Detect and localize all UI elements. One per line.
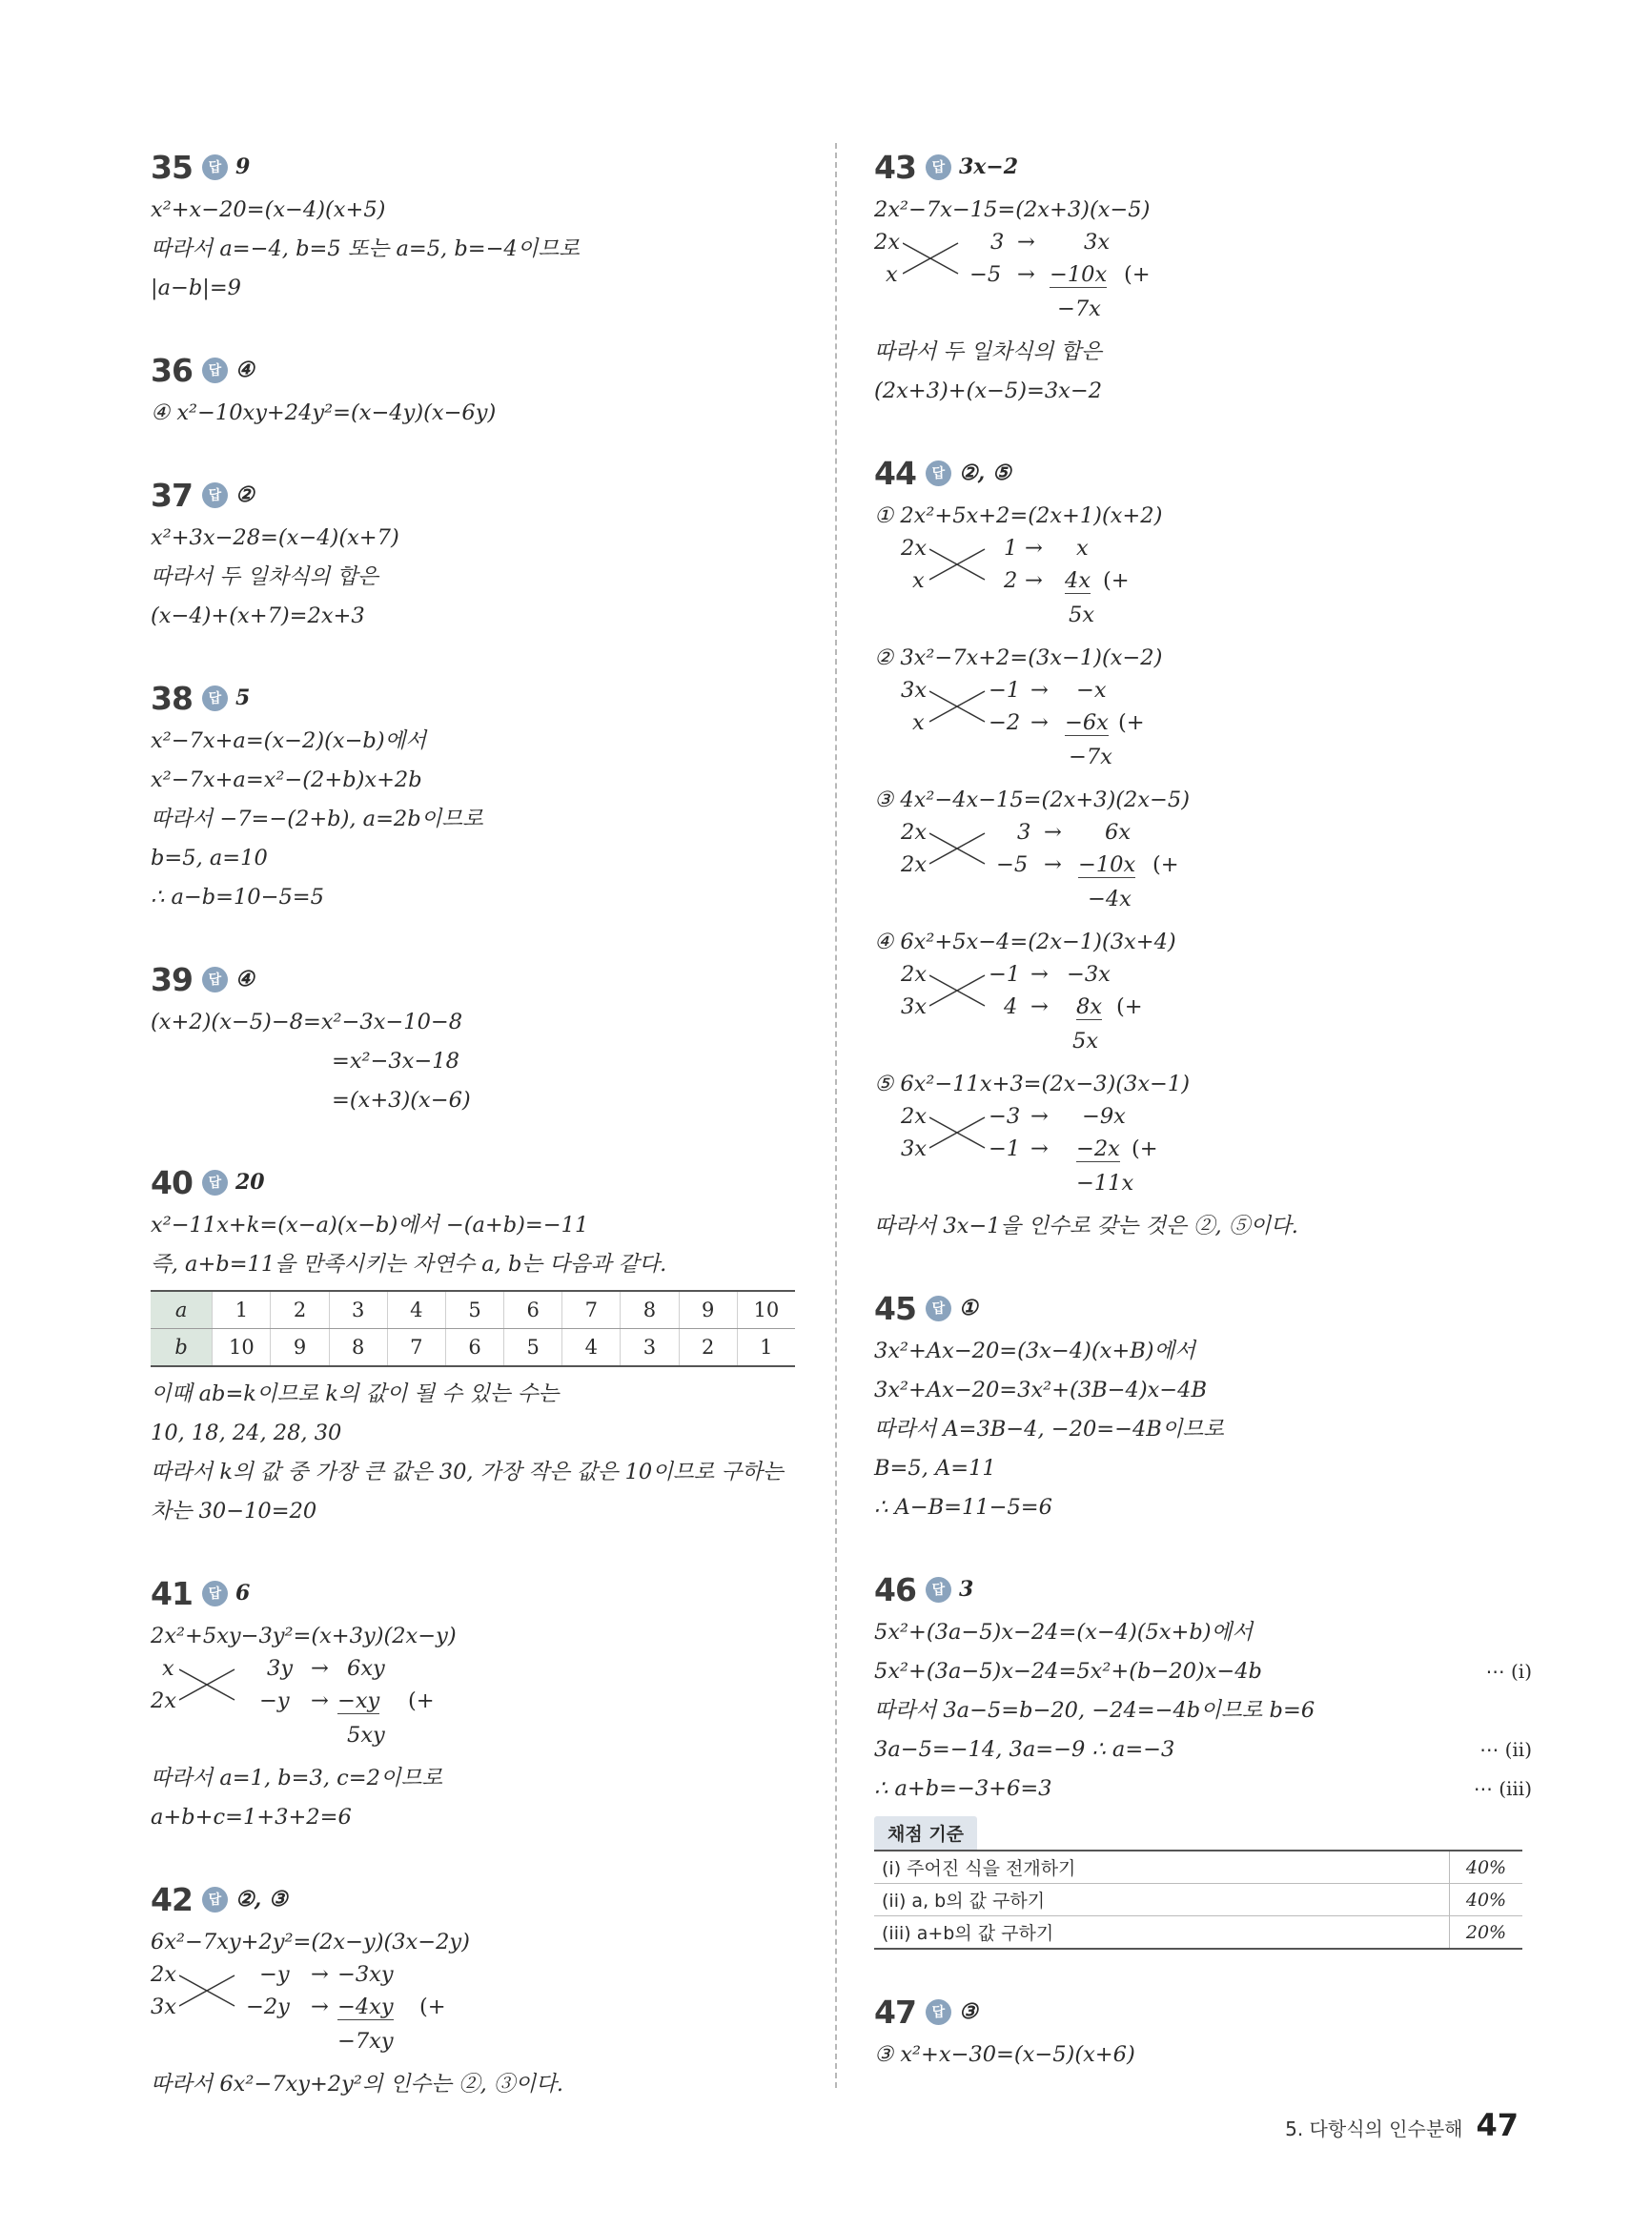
cross-product: x bbox=[1076, 536, 1089, 561]
cross-product: −10x bbox=[1050, 262, 1108, 287]
cross-multiplication bbox=[151, 1962, 799, 2065]
cross-coef: 2x bbox=[151, 1962, 177, 1987]
answer: ②, ③ bbox=[235, 1887, 288, 1912]
solution-line: 따라서 3a−5=b−20, −24=−4b이므로 b=6 bbox=[874, 1698, 1315, 1723]
answer: ② bbox=[235, 482, 255, 507]
cross-coef: x bbox=[912, 710, 925, 735]
table-header: b bbox=[151, 1329, 213, 1367]
solution-line: =(x+3)(x−6) bbox=[332, 1088, 471, 1113]
arrow-right-icon: → bbox=[1044, 820, 1062, 845]
cross-arrows-icon bbox=[929, 536, 987, 593]
arrow-right-icon: → bbox=[1025, 568, 1043, 593]
cross-product: 4x bbox=[1065, 568, 1091, 593]
table-cell: 9 bbox=[271, 1329, 329, 1367]
cross-arrows-icon bbox=[179, 1656, 236, 1713]
cross-arrows-icon bbox=[929, 820, 987, 877]
table-cell: 5 bbox=[445, 1291, 503, 1329]
problem-number: 45 bbox=[874, 1289, 916, 1327]
table-row bbox=[874, 1884, 1522, 1916]
cross-coef: 2x bbox=[901, 852, 928, 877]
problem-number: 36 bbox=[151, 351, 193, 389]
cross-coef: 2x bbox=[874, 230, 901, 255]
table-cell: 8 bbox=[621, 1291, 679, 1329]
problem-number: 38 bbox=[151, 679, 193, 717]
problem-36 bbox=[151, 346, 799, 433]
solution-line: ③ 4x²−4x−15=(2x+3)(2x−5) bbox=[874, 788, 1190, 812]
table-cell: 3 bbox=[621, 1329, 679, 1367]
cross-const: −2y bbox=[246, 1995, 290, 2019]
problem-41 bbox=[151, 1569, 799, 1837]
cross-product: −3xy bbox=[337, 1962, 394, 1987]
cross-arrows-icon bbox=[179, 1962, 236, 2019]
problem-number: 47 bbox=[874, 1993, 916, 2031]
arrow-right-icon: → bbox=[1030, 962, 1049, 987]
solution-line: (x−4)+(x+7)=2x+3 bbox=[151, 604, 365, 628]
cross-const: −1 bbox=[989, 1136, 1021, 1161]
answer-badge-icon: 답 bbox=[926, 1999, 951, 2025]
cross-multiplication bbox=[901, 820, 1532, 923]
solution-line: x²+3x−28=(x−4)(x+7) bbox=[151, 525, 399, 550]
solution-line: b=5, a=10 bbox=[151, 846, 268, 870]
cross-coef: 2x bbox=[901, 962, 928, 987]
solution-line: x²−11x+k=(x−a)(x−b)에서 −(a+b)=−11 bbox=[151, 1213, 589, 1238]
table-cell: 2 bbox=[271, 1291, 329, 1329]
cross-coef: 3x bbox=[901, 1136, 928, 1161]
problem-number: 40 bbox=[151, 1163, 193, 1201]
solution-line: 따라서 3x−1을 인수로 갖는 것은 ②, ⑤이다. bbox=[874, 1214, 1298, 1238]
cross-sum: 5xy bbox=[347, 1723, 385, 1748]
solution-line: ① 2x²+5x+2=(2x+1)(x+2) bbox=[874, 503, 1163, 528]
cross-product: 6x bbox=[1105, 820, 1132, 845]
solution-line: B=5, A=11 bbox=[874, 1456, 996, 1481]
arrow-right-icon: → bbox=[1030, 1136, 1049, 1161]
criteria-percent: 20% bbox=[1450, 1916, 1523, 1950]
cross-sum: −7x bbox=[1069, 745, 1112, 769]
solution-line: ⑤ 6x²−11x+3=(2x−3)(3x−1) bbox=[874, 1072, 1190, 1096]
arrow-right-icon: → bbox=[1025, 536, 1043, 561]
table-cell: 1 bbox=[737, 1329, 795, 1367]
cross-product: −10x bbox=[1078, 852, 1136, 877]
solution-line: ∴ A−B=11−5=6 bbox=[874, 1495, 1052, 1520]
problem-42 bbox=[151, 1875, 799, 2104]
solution-line: (x+2)(x−5)−8=x²−3x−10−8 bbox=[151, 1010, 463, 1034]
plus-mark: (+ bbox=[1116, 994, 1143, 1019]
criteria-text: (iii) a+b의 값 구하기 bbox=[874, 1916, 1450, 1950]
chapter-title: 5. 다항식의 인수분해 bbox=[1285, 2117, 1463, 2140]
cross-product: −2x bbox=[1076, 1136, 1120, 1161]
answer-badge-icon: 답 bbox=[926, 154, 951, 180]
table-cell: 10 bbox=[213, 1329, 271, 1367]
step-tag: ⋯ (ii) bbox=[1479, 1738, 1532, 1761]
step-tag: ⋯ (i) bbox=[1485, 1660, 1532, 1683]
table-cell: 4 bbox=[562, 1329, 621, 1367]
arrow-right-icon: → bbox=[311, 1656, 329, 1681]
solution-line: ∴ a−b=10−5=5 bbox=[151, 885, 324, 910]
answer-badge-icon: 답 bbox=[202, 685, 228, 711]
ab-table bbox=[151, 1290, 795, 1367]
solution-line: x²+x−20=(x−4)(x+5) bbox=[151, 197, 386, 222]
problem-number: 37 bbox=[151, 476, 193, 514]
solution-line: =x²−3x−18 bbox=[332, 1049, 459, 1074]
cross-coef: 3x bbox=[901, 994, 928, 1019]
cross-product: −3x bbox=[1067, 962, 1111, 987]
cross-coef: 2x bbox=[901, 1104, 928, 1129]
solution-line: 따라서 두 일차식의 합은 bbox=[874, 339, 1102, 364]
cross-multiplication bbox=[901, 536, 1532, 639]
table-cell: 7 bbox=[387, 1329, 445, 1367]
arrow-right-icon: → bbox=[1017, 230, 1035, 255]
table-cell: 7 bbox=[562, 1291, 621, 1329]
cross-product: 8x bbox=[1076, 994, 1103, 1019]
cross-const: 4 bbox=[1004, 994, 1018, 1019]
step-tag: ⋯ (iii) bbox=[1473, 1777, 1532, 1800]
table-header: a bbox=[151, 1291, 213, 1329]
cross-sum: −11x bbox=[1076, 1171, 1134, 1196]
cross-const: 2 bbox=[1004, 568, 1018, 593]
cross-product: −9x bbox=[1082, 1104, 1126, 1129]
solution-line: 2x²−7x−15=(2x+3)(x−5) bbox=[874, 197, 1151, 222]
cross-sum: 5x bbox=[1072, 1029, 1099, 1054]
table-cell: 6 bbox=[445, 1329, 503, 1367]
cross-product: −xy bbox=[337, 1688, 380, 1713]
page-footer bbox=[1285, 2107, 1519, 2143]
cross-arrows-icon bbox=[929, 678, 987, 735]
cross-const: −1 bbox=[989, 678, 1021, 703]
solution-line: 6x²−7xy+2y²=(2x−y)(3x−2y) bbox=[151, 1930, 470, 1954]
cross-sum: −4x bbox=[1088, 887, 1132, 911]
cross-const: −y bbox=[259, 1688, 290, 1713]
table-cell: 5 bbox=[504, 1329, 562, 1367]
left-column bbox=[151, 143, 799, 2104]
cross-product: −6x bbox=[1065, 710, 1109, 735]
solution-line: x²−7x+a=x²−(2+b)x+2b bbox=[151, 767, 422, 792]
problem-number: 35 bbox=[151, 148, 193, 186]
arrow-right-icon: → bbox=[311, 1688, 329, 1713]
solution-line: ④ 6x²+5x−4=(2x−1)(3x+4) bbox=[874, 930, 1176, 954]
table-row bbox=[151, 1291, 795, 1329]
problem-number: 46 bbox=[874, 1570, 916, 1608]
cross-coef: x bbox=[912, 568, 925, 593]
right-column bbox=[874, 143, 1532, 2075]
solution-line: 따라서 −7=−(2+b), a=2b이므로 bbox=[151, 807, 483, 831]
cross-const: −5 bbox=[969, 262, 1002, 287]
cross-coef: x bbox=[886, 262, 898, 287]
cross-coef: 3x bbox=[901, 678, 928, 703]
solution-line: 따라서 A=3B−4, −20=−4B이므로 bbox=[874, 1417, 1225, 1442]
problem-44 bbox=[874, 449, 1532, 1246]
answer: 3 bbox=[958, 1577, 974, 1602]
table-row bbox=[874, 1851, 1522, 1884]
answer-badge-icon: 답 bbox=[926, 460, 951, 486]
table-row bbox=[874, 1916, 1522, 1950]
solution-line: 따라서 k의 값 중 가장 큰 값은 30, 가장 작은 값은 10이므로 구하는 bbox=[151, 1460, 784, 1484]
arrow-right-icon: → bbox=[1030, 994, 1049, 1019]
answer: 9 bbox=[235, 154, 251, 179]
plus-mark: (+ bbox=[419, 1995, 446, 2019]
solution-line: ② 3x²−7x+2=(3x−1)(x−2) bbox=[874, 645, 1163, 670]
plus-mark: (+ bbox=[1152, 852, 1179, 877]
plus-mark: (+ bbox=[1118, 710, 1145, 735]
solution-line: 이때 ab=k이므로 k의 값이 될 수 있는 수는 bbox=[151, 1381, 560, 1406]
answer-badge-icon: 답 bbox=[202, 1170, 228, 1196]
answer-badge-icon: 답 bbox=[202, 482, 228, 508]
cross-sum: 5x bbox=[1069, 603, 1095, 627]
cross-multiplication bbox=[901, 962, 1532, 1065]
plus-mark: (+ bbox=[1132, 1136, 1158, 1161]
cross-const: 1 bbox=[1004, 536, 1018, 561]
arrow-right-icon: → bbox=[1030, 1104, 1049, 1129]
solution-line: 2x²+5xy−3y²=(x+3y)(2x−y) bbox=[151, 1624, 457, 1648]
answer-badge-icon: 답 bbox=[202, 358, 228, 383]
answer: ④ bbox=[235, 358, 255, 382]
problem-46 bbox=[874, 1565, 1532, 1950]
cross-product: 3x bbox=[1084, 230, 1111, 255]
solution-line: 따라서 a=−4, b=5 또는 a=5, b=−4이므로 bbox=[151, 236, 580, 261]
answer-badge-icon: 답 bbox=[926, 1577, 951, 1603]
solution-line: 즉, a+b=11을 만족시키는 자연수 a, b는 다음과 같다. bbox=[151, 1252, 667, 1277]
table-cell: 2 bbox=[679, 1329, 737, 1367]
arrow-right-icon: → bbox=[311, 1995, 329, 2019]
cross-const: −1 bbox=[989, 962, 1021, 987]
plus-mark: (+ bbox=[1103, 568, 1130, 593]
solution-line: 5x²+(3a−5)x−24=(x−4)(5x+b)에서 bbox=[874, 1620, 1254, 1645]
solution-line: 따라서 두 일차식의 합은 bbox=[151, 564, 378, 589]
cross-arrows-icon bbox=[929, 1104, 987, 1161]
cross-sum: −7xy bbox=[337, 2029, 394, 2054]
answer-badge-icon: 답 bbox=[202, 1581, 228, 1606]
cross-multiplication bbox=[901, 1104, 1532, 1207]
table-cell: 9 bbox=[679, 1291, 737, 1329]
table-cell: 3 bbox=[329, 1291, 387, 1329]
solution-line bbox=[874, 1770, 1532, 1809]
problem-37 bbox=[151, 471, 799, 636]
table-row bbox=[151, 1329, 795, 1367]
cross-multiplication bbox=[874, 230, 1532, 333]
grading-criteria-title: 채점 기준 bbox=[874, 1816, 977, 1850]
cross-coef: x bbox=[162, 1656, 174, 1681]
problem-43 bbox=[874, 143, 1532, 411]
cross-const: 3y bbox=[267, 1656, 294, 1681]
problem-number: 44 bbox=[874, 454, 916, 492]
answer-badge-icon: 답 bbox=[202, 154, 228, 180]
arrow-right-icon: → bbox=[1017, 262, 1035, 287]
solution-line: 3x²+Ax−20=3x²+(3B−4)x−4B bbox=[874, 1378, 1207, 1402]
criteria-text: (i) 주어진 식을 전개하기 bbox=[874, 1851, 1450, 1884]
cross-product: −4xy bbox=[337, 1995, 394, 2019]
cross-const: −y bbox=[259, 1962, 290, 1987]
arrow-right-icon: → bbox=[1030, 678, 1049, 703]
problem-39 bbox=[151, 955, 799, 1120]
problem-35 bbox=[151, 143, 799, 308]
answer: ③ bbox=[958, 1999, 978, 2024]
solution-line: x²−7x+a=(x−2)(x−b)에서 bbox=[151, 728, 427, 753]
solution-text: ∴ a+b=−3+6=3 bbox=[874, 1776, 1052, 1801]
table-cell: 6 bbox=[504, 1291, 562, 1329]
answer: 6 bbox=[235, 1581, 251, 1606]
solution-line bbox=[874, 1652, 1532, 1691]
answer: 3x−2 bbox=[958, 154, 1019, 179]
solution-text: 5x²+(3a−5)x−24=5x²+(b−20)x−4b bbox=[874, 1659, 1262, 1684]
arrow-right-icon: → bbox=[311, 1962, 329, 1987]
cross-const: −5 bbox=[996, 852, 1029, 877]
problem-38 bbox=[151, 674, 799, 917]
solution-text: 3a−5=−14, 3a=−9 ∴ a=−3 bbox=[874, 1737, 1175, 1762]
solution-line: 10, 18, 24, 28, 30 bbox=[151, 1421, 342, 1445]
solution-line: a+b+c=1+3+2=6 bbox=[151, 1805, 352, 1830]
table-cell: 4 bbox=[387, 1291, 445, 1329]
solution-line: 차는 30−10=20 bbox=[151, 1499, 317, 1524]
plus-mark: (+ bbox=[408, 1688, 435, 1713]
problem-number: 41 bbox=[151, 1574, 193, 1612]
cross-multiplication bbox=[901, 678, 1532, 781]
solution-line: 따라서 a=1, b=3, c=2이므로 bbox=[151, 1766, 443, 1790]
answer: 20 bbox=[235, 1170, 265, 1195]
arrow-right-icon: → bbox=[1044, 852, 1062, 877]
answer: ① bbox=[958, 1296, 978, 1320]
solution-line: ④ x²−10xy+24y²=(x−4y)(x−6y) bbox=[151, 400, 497, 425]
cross-arrows-icon bbox=[929, 962, 987, 1019]
solution-line: 따라서 6x²−7xy+2y²의 인수는 ②, ③이다. bbox=[151, 2072, 564, 2097]
cross-coef: 2x bbox=[901, 536, 928, 561]
cross-product: −x bbox=[1076, 678, 1107, 703]
problem-number: 39 bbox=[151, 960, 193, 998]
cross-product: 6xy bbox=[347, 1656, 385, 1681]
solution-line: 3x²+Ax−20=(3x−4)(x+B)에서 bbox=[874, 1339, 1195, 1363]
arrow-right-icon: → bbox=[1030, 710, 1049, 735]
answer: ④ bbox=[235, 967, 255, 992]
answer-badge-icon: 답 bbox=[202, 1887, 228, 1913]
problem-47 bbox=[874, 1988, 1532, 2075]
solution-line: (2x+3)+(x−5)=3x−2 bbox=[874, 378, 1103, 403]
answer-badge-icon: 답 bbox=[202, 967, 228, 992]
solution-line: ③ x²+x−30=(x−5)(x+6) bbox=[874, 2042, 1135, 2067]
criteria-percent: 40% bbox=[1450, 1851, 1523, 1884]
cross-multiplication bbox=[151, 1656, 799, 1759]
answer: ②, ⑤ bbox=[958, 460, 1011, 485]
cross-coef: 3x bbox=[151, 1995, 177, 2019]
cross-coef: 2x bbox=[151, 1688, 177, 1713]
page-number: 47 bbox=[1476, 2107, 1519, 2143]
plus-mark: (+ bbox=[1124, 262, 1151, 287]
problem-number: 42 bbox=[151, 1880, 193, 1918]
table-cell: 8 bbox=[329, 1329, 387, 1367]
answer-badge-icon: 답 bbox=[926, 1296, 951, 1321]
solution-line bbox=[874, 1730, 1532, 1770]
criteria-text: (ii) a, b의 값 구하기 bbox=[874, 1884, 1450, 1916]
problem-40 bbox=[151, 1158, 799, 1531]
table-cell: 1 bbox=[213, 1291, 271, 1329]
cross-arrows-icon bbox=[903, 230, 960, 287]
answer: 5 bbox=[235, 685, 251, 710]
problem-45 bbox=[874, 1284, 1532, 1527]
solution-line: |a−b|=9 bbox=[151, 276, 241, 300]
cross-coef: 2x bbox=[901, 820, 928, 845]
criteria-percent: 40% bbox=[1450, 1884, 1523, 1916]
column-divider bbox=[835, 143, 837, 2088]
cross-sum: −7x bbox=[1057, 297, 1101, 321]
cross-const: 3 bbox=[990, 230, 1005, 255]
cross-const: 3 bbox=[1017, 820, 1031, 845]
problem-number: 43 bbox=[874, 148, 916, 186]
grading-criteria-table bbox=[874, 1850, 1522, 1950]
cross-const: −2 bbox=[989, 710, 1021, 735]
cross-const: −3 bbox=[989, 1104, 1021, 1129]
table-cell: 10 bbox=[737, 1291, 795, 1329]
